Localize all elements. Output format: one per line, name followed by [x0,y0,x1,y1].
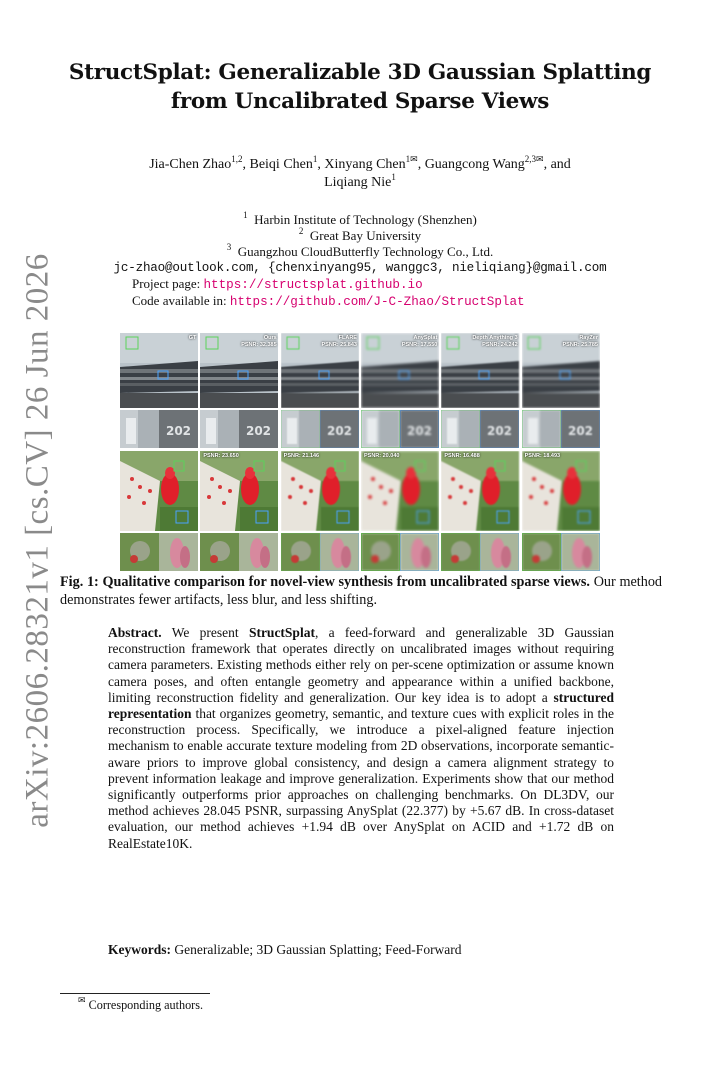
method-label: GT [188,335,197,341]
crop-green [200,410,239,448]
title-line-1: StructSplat: Generalizable 3D Gaussian Splatting [68,60,652,85]
crop-blue [239,533,278,571]
figure-1-caption [60,573,662,609]
crop-blue [320,410,359,448]
flower-image [441,451,519,531]
psnr-label: PSNR: 21.146 [283,453,320,459]
flower-crop-pair [441,533,519,571]
crop-blue [159,533,198,571]
svg-text:202: 202 [326,424,352,438]
abstract-text-3: that organizes geometry, semantic, and texture cues with explicit roles in the reconstruction process. Specifically, we introduce a pixel-aligned feature injection mechanism to enable accurate texture modeling from 2D observations, incorporate semantic-aware priors to improve global consistency, and design a camera alignment strategy to prevent information leakage and improve generalization. Experiments show that our method significantly outperforms prior approaches on challenging benchmarks. On DL3DV, our method achieves 28.045 PSNR, surpassing AnySplat (22.377) by +5.67 dB. In cross-dataset evaluation, our method achieves +1.94 dB over AnySplat on ACID and +1.72 dB on RealEstate10K. [108,706,614,851]
crop-blue [480,533,519,571]
author-3: Xinyang Chen [324,157,406,172]
affiliation-3-name: Guangzhou CloudButterfly Technology Co., Ltd. [237,244,494,259]
affiliation-3 [60,244,660,260]
method-label: Ours PSNR: 32.385 [241,335,277,348]
flower-scene-row [120,451,600,531]
svg-text:202: 202 [567,424,593,438]
keywords-label: Keywords: [108,942,171,957]
method-label: FLARE PSNR: 25.843 [321,335,357,348]
method-label: AnySplat PSNR: 17.550 [401,335,438,348]
author-2-affil: 1 [312,154,318,164]
building-crop-pair [120,410,198,448]
crop-blue [561,533,600,571]
building-crop-pair [281,410,359,448]
affiliation-1-num: 1 [243,210,248,220]
crop-blue [480,410,519,448]
flower-crop-pair [361,533,439,571]
author-emails: jc-zhao@outlook.com, {chenxinyang95, wanggc3, nieliqiang}@gmail.com [113,261,607,275]
svg-text:202: 202 [165,424,192,438]
affiliation-2 [60,228,660,244]
building-crop-pair [522,410,600,448]
crop-green [361,410,400,448]
crop-blue [561,410,600,448]
building-crop-pair [200,410,278,448]
affiliation-1-name: Harbin Institute of Technology (Shenzhen) [254,212,477,227]
svg-text:202: 202 [406,424,433,438]
author-4: Guangcong Wang [424,157,525,172]
crop-blue [400,533,439,571]
author-5-affil: 1 [391,172,396,182]
author-2: Beiqi Chen [249,157,313,172]
affiliation-2-num: 2 [298,226,304,236]
crop-green [522,533,561,571]
author-1-affil: 1,2 [231,154,243,164]
flower-image [120,451,198,531]
caption-bold-text: Qualitative comparison for novel-view synthesis from uncalibrated sparse views. [102,574,590,590]
affiliation-1 [60,212,660,228]
building-crop-pair [361,410,439,448]
flower-crop-pair [120,533,198,571]
keywords [108,942,614,958]
flower-image [522,451,600,531]
author-list: Jia-Chen Zhao$^{1,2}$, Beiqi Chen$^1$, Xinyang Chen$^{1✉}$, Guangcong Wang$^{2,3✉}$, and Liqiang Nie$^1$ [149,154,571,190]
footnote-text: Corresponding authors. [88,998,204,1012]
abstract-text-1: We present [171,625,239,640]
method-label: Depth Anything 3 PSNR: 24.242 [472,335,518,348]
building-image [361,333,439,408]
crop-green [441,533,480,571]
building-crop-pair [441,410,519,448]
figure-1-grid [120,333,600,571]
building-crop-row [120,410,600,448]
building-image [200,333,278,408]
project-page-line [60,276,660,293]
crop-green [120,410,159,448]
crop-blue [159,410,198,448]
flower-crop-pair [522,533,600,571]
flower-image [200,451,278,531]
project-page-link[interactable]: https://structsplat.github.io [203,278,423,292]
affiliations [60,212,660,310]
building-image [120,333,198,408]
abstract-heading: Abstract. [108,625,162,640]
crop-blue [320,533,359,571]
abstract [108,625,614,852]
title-line-2: from Uncalibrated Sparse Views [170,89,550,114]
footnote-rule [60,993,210,994]
psnr-label: PSNR: 18.493 [524,453,561,459]
flower-crop-pair [281,533,359,571]
psnr-label: PSNR: 20.040 [363,453,400,459]
abstract-text-2: , a feed-forward and generalizable 3D Gaussian reconstruction framework that operates directly on uncalibrated images without requiring camera parameters. Existing methods either rely on per-scene optimization or assume known camera poses, and often entangle geometry and appearance within a unified backbone, limiting reconstruction fidelity and generalization. Our key idea is to adopt a [108,625,614,705]
author-and: and [550,157,571,172]
arxiv-watermark [18,230,58,850]
paper-title [40,58,680,116]
crop-green [522,410,561,448]
crop-blue [400,410,439,448]
author-4-affil: 2,3✉ [524,154,544,164]
building-image [522,333,600,408]
flower-image [281,451,359,531]
flower-crop-pair [200,533,278,571]
author-3-affil: 1✉ [405,154,418,164]
crop-green [281,533,320,571]
affiliation-2-name: Great Bay University [309,228,422,243]
crop-green [361,533,400,571]
abstract-key-phrase: structured representation [108,689,614,722]
crop-green [200,533,239,571]
code-line [60,293,660,310]
building-image [281,333,359,408]
flower-image [361,451,439,531]
author-5: Liqiang Nie [324,175,392,190]
svg-text:202: 202 [487,424,513,438]
svg-text:202: 202 [246,424,272,438]
psnr-label: PSNR: 16.488 [444,453,480,459]
caption-label: Fig. 1: [60,574,99,590]
psnr-label: PSNR: 23.650 [203,453,239,459]
flower-crop-row [120,533,600,571]
crop-green [120,533,159,571]
caption-text: Our method demonstrates fewer artifacts, less blur, and less shifting. [60,574,663,608]
building-image [441,333,519,408]
affiliation-3-num: 3 [226,242,232,252]
building-scene-row [120,333,600,408]
arxiv-id: arXiv:2606.28321v1 [cs.CV] 26 Jun 2026 [19,252,56,828]
code-link[interactable]: https://github.com/J-C-Zhao/StructSplat [229,295,525,309]
footnote [78,995,204,1013]
code-label: Code available in: [132,293,227,308]
crop-green [281,410,320,448]
crop-green [441,410,480,448]
author-1: Jia-Chen Zhao [149,157,232,172]
method-label: RayZer PSNR: 25.785 [562,335,598,348]
crop-blue [239,410,278,448]
abstract-method-name: StructSplat [248,625,315,640]
project-page-label: Project page: [132,276,201,291]
keywords-text: Generalizable; 3D Gaussian Splatting; Feed-Forward [174,942,462,957]
envelope-icon: ✉ [78,995,86,1005]
